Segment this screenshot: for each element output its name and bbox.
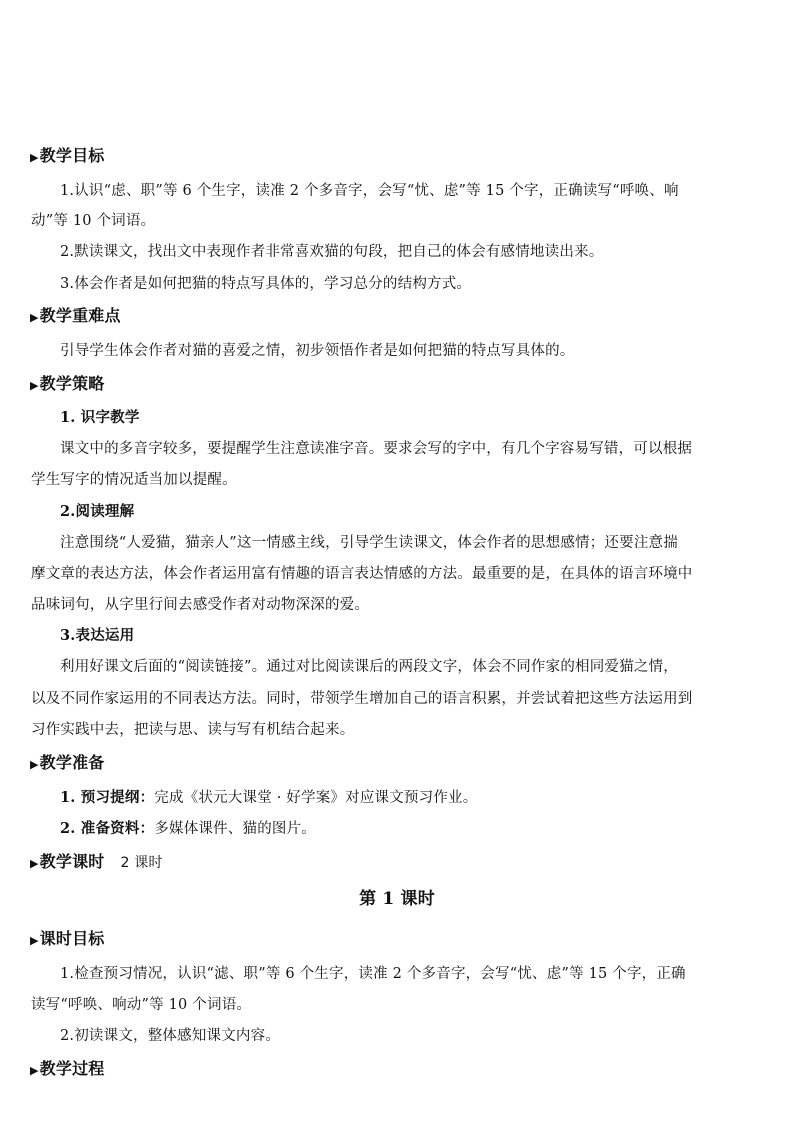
goals-item1-line2: 动”等 10 个词语。: [31, 213, 156, 229]
strategy-sub3-line2: 以及不同作家运用的不同表达方法。同时，带领学生增加自己的语言积累，并尝试着把这些方法运用到: [31, 691, 693, 707]
triangle-bullet-icon: ▶: [30, 1064, 39, 1077]
lesson-goal2: 2.初读课文，整体感知课文内容。: [60, 1028, 281, 1044]
strategy-sub3-line1: 利用好课文后面的“阅读链接”。通过对比阅读课后的两段文字，体会不同作家的相同爱猫之情，: [60, 659, 678, 675]
strategy-sub2-line3: 品味词句，从字里行间去感受作者对动物深深的爱。: [31, 597, 370, 613]
triangle-bullet-icon: ▶: [30, 151, 39, 164]
strategy-sub3-line3: 习作实践中去，把读与思、读与写有机结合起来。: [31, 722, 355, 738]
triangle-bullet-icon: ▶: [30, 758, 39, 771]
triangle-bullet-icon: ▶: [30, 857, 39, 870]
strategy-sub2-line2: 摩文章的表达方法，体会作者运用富有情趣的语言表达情感的方法。最重要的是，在具体的语言环境中: [31, 566, 693, 582]
strategy-sub3-title: 3.表达运用: [60, 627, 135, 644]
hours-heading: ▶教学课时 2 课时: [30, 852, 163, 871]
goals-item3: 3.体会作者是如何把猫的特点写具体的，学习总分的结构方式。: [60, 276, 472, 292]
strategy-sub1-title: 1. 识字教学: [60, 409, 140, 426]
strategy-sub1-line1: 课文中的多音字较多，要提醒学生注意读准字音。要求会写的字中，有几个字容易写错，可以根据: [60, 441, 693, 457]
goals-item2: 2.默读课文，找出文中表现作者非常喜欢猫的句段，把自己的体会有感情地读出来。: [60, 244, 604, 260]
lesson-goals-heading: ▶课时目标: [30, 929, 105, 948]
lesson-process-heading: ▶教学过程: [30, 1059, 105, 1078]
goals-item1-line1: 1.认识“虑、职”等 6 个生字，读准 2 个多音字，会写“忧、虑”等 15 个字，正确读写“呼唤、响: [60, 183, 679, 199]
lesson-title: 第 1 课时: [359, 889, 435, 909]
preparation-heading: ▶教学准备: [30, 753, 105, 772]
hours-value: 2 课时: [120, 855, 163, 871]
lesson-goal1-line2: 读写“呼唤、响动”等 10 个词语。: [31, 997, 252, 1013]
strategy-sub2-line1: 注意围绕“人爱猫，猫亲人”这一情感主线，引导学生读课文，体会作者的思想感情；还要注意揣: [60, 535, 678, 551]
preparation-item1: 1. 预习提纲：完成《状元大课堂 · 好学案》对应课文预习作业。: [60, 789, 478, 806]
triangle-bullet-icon: ▶: [30, 379, 39, 392]
key-points-heading: ▶教学重难点: [30, 306, 121, 325]
goals-heading: ▶教学目标: [30, 146, 105, 165]
preparation-item2: 2. 准备资料：多媒体课件、猫的图片。: [60, 820, 316, 837]
strategy-heading: ▶教学策略: [30, 374, 105, 393]
key-points-text: 引导学生体会作者对猫的喜爱之情，初步领悟作者是如何把猫的特点写具体的。: [60, 343, 575, 359]
lesson-goal1-line1: 1.检查预习情况，认识“滤、职”等 6 个生字，读准 2 个多音字，会写“忧、虑”等 15 个字，正确: [60, 966, 686, 982]
triangle-bullet-icon: ▶: [30, 311, 39, 324]
strategy-sub1-line2: 学生写字的情况适当加以提醒。: [31, 472, 237, 488]
strategy-sub2-title: 2.阅读理解: [60, 503, 135, 520]
triangle-bullet-icon: ▶: [30, 934, 39, 947]
